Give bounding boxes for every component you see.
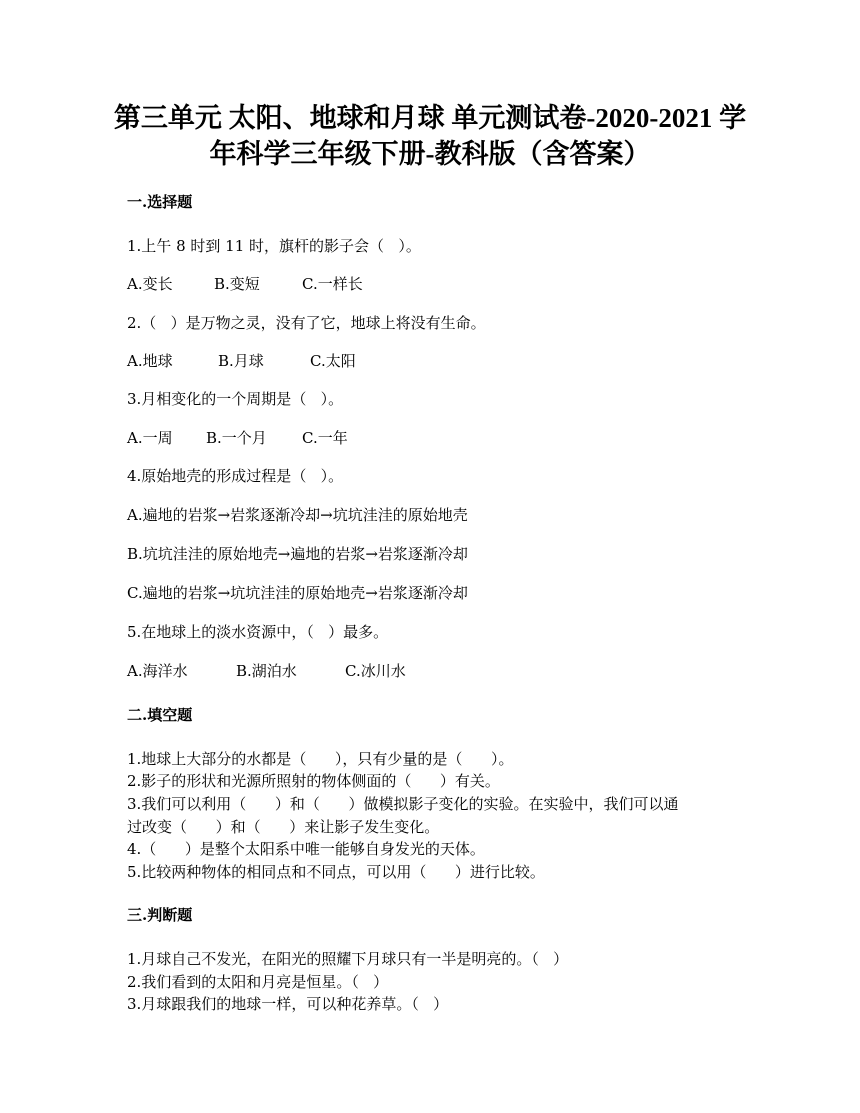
question-3: 3.月相变化的一个周期是（ ）。: [127, 390, 344, 408]
q1-option-a: A.变长: [127, 275, 173, 293]
section-heading-judge: 三.判断题: [127, 906, 193, 924]
question-2: 2.（ ）是万物之灵，没有了它，地球上将没有生命。: [127, 314, 486, 332]
fill-line-2: 2.影子的形状和光源所照射的物体侧面的（ ）有关。: [127, 772, 500, 790]
q1-option-b: B.变短: [214, 275, 260, 293]
fill-line-6: 5.比较两种物体的相同点和不同点，可以用（ ）进行比较。: [127, 863, 545, 881]
fill-line-3: 3.我们可以利用（ ）和（ ）做模拟影子变化的实验。在实验中，我们可以通: [127, 795, 679, 813]
q1-option-c: C.一样长: [302, 275, 363, 293]
q3-option-b: B.一个月: [206, 429, 267, 447]
q4-option-b: B.坑坑洼洼的原始地壳→遍地的岩浆→岩浆逐渐冷却: [127, 545, 468, 563]
section-heading-fill: 二.填空题: [127, 706, 193, 724]
judge-line-2: 2.我们看到的太阳和月亮是恒星。（ ）: [127, 973, 389, 991]
fill-line-1: 1.地球上大部分的水都是（ ），只有少量的是（ ）。: [127, 750, 514, 768]
judge-line-3: 3.月球跟我们的地球一样，可以种花养草。（ ）: [127, 995, 449, 1013]
doc-title-line1: 第三单元 太阳、地球和月球 单元测试卷-2020-2021 学: [113, 103, 747, 133]
question-1: 1.上午 8 时到 11 时，旗杆的影子会（ ）。: [127, 237, 421, 255]
q5-option-c: C.冰川水: [345, 662, 406, 680]
q2-option-a: A.地球: [127, 352, 173, 370]
judge-line-1: 1.月球自己不发光，在阳光的照耀下月球只有一半是明亮的。（ ）: [127, 950, 569, 968]
q2-option-c: C.太阳: [310, 352, 356, 370]
doc-title-line2: 年科学三年级下册-教科版（含答案）: [209, 139, 651, 169]
q3-option-c: C.一年: [302, 429, 348, 447]
q4-option-a: A.遍地的岩浆→岩浆逐渐冷却→坑坑洼洼的原始地壳: [127, 506, 468, 524]
question-4: 4.原始地壳的形成过程是（ ）。: [127, 467, 344, 485]
question-5: 5.在地球上的淡水资源中，（ ）最多。: [127, 623, 389, 641]
q3-option-a: A.一周: [127, 429, 173, 447]
fill-line-5: 4.（ ）是整个太阳系中唯一能够自身发光的天体。: [127, 840, 485, 858]
fill-line-4: 过改变（ ）和（ ）来让影子发生变化。: [127, 818, 440, 836]
section-heading-choice: 一.选择题: [127, 193, 193, 211]
q5-option-a: A.海洋水: [127, 662, 188, 680]
q5-option-b: B.湖泊水: [236, 662, 297, 680]
q2-option-b: B.月球: [218, 352, 264, 370]
q4-option-c: C.遍地的岩浆→坑坑洼洼的原始地壳→岩浆逐渐冷却: [127, 584, 468, 602]
